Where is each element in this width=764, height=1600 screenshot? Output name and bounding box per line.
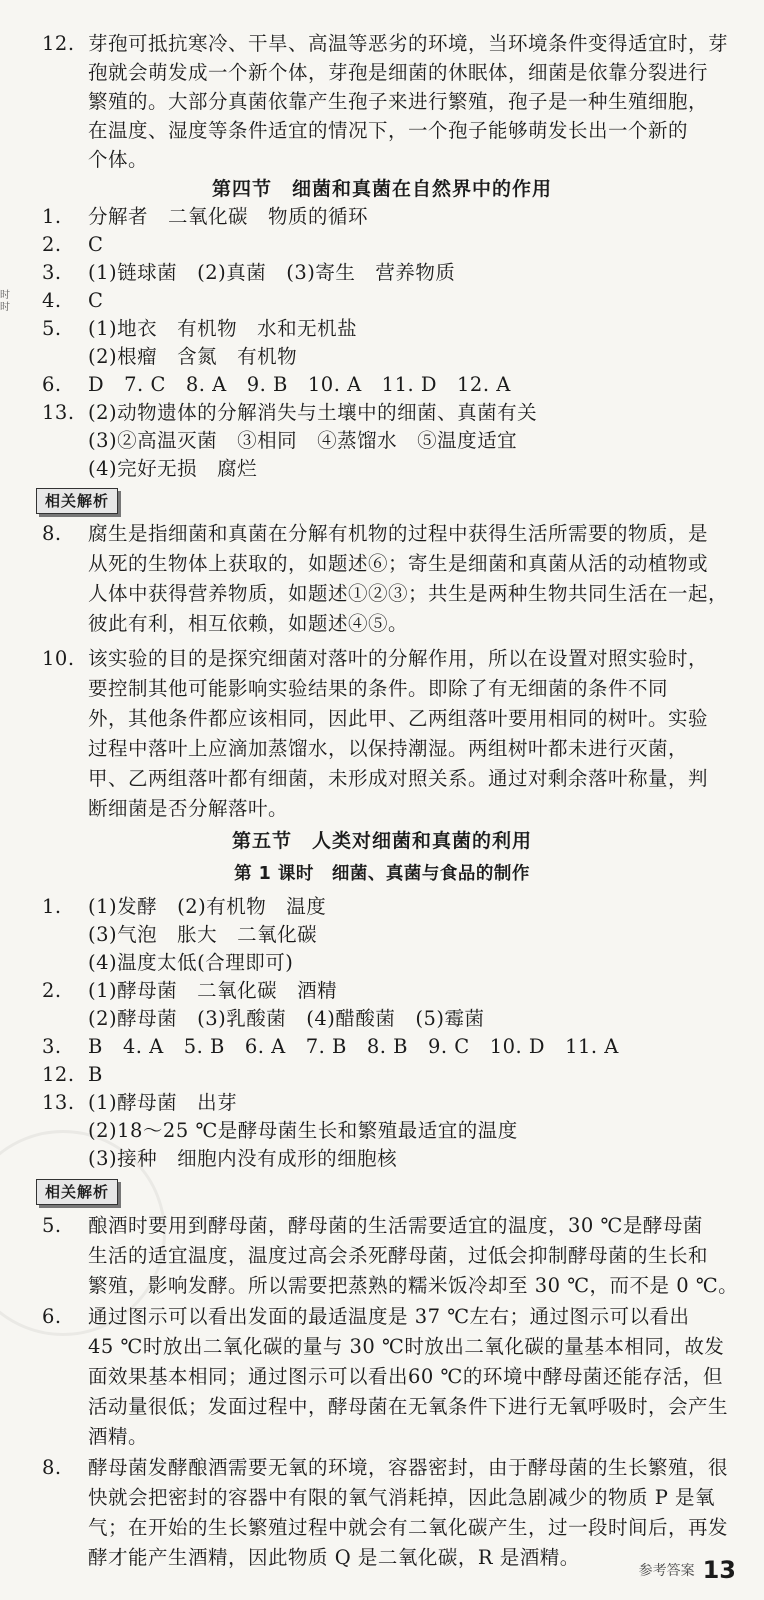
- answer-line: (2)18～25 ℃是酵母菌生长和繁殖最适宜的温度: [88, 1119, 518, 1142]
- explanation-line: 8. 腐生是指细菌和真菌在分解有机物的过程中获得生活所需要的物质，是: [42, 522, 709, 545]
- explanation-line: 要控制其他可能影响实验结果的条件。即除了有无细菌的条件不同: [88, 677, 669, 700]
- explanation-line: 快就会把密封的容器中有限的氧气消耗掉，因此急剧减少的物质 P 是氧: [88, 1486, 716, 1509]
- answer-line: (2)根瘤 含氮 有机物: [88, 345, 298, 368]
- item-12-line: 个体。: [88, 148, 149, 171]
- explanation-line: 8. 酵母菌发酵酿酒需要无氧的环境，容器密封，由于酵母菌的生长繁殖，很: [42, 1456, 729, 1479]
- answer-line: 2. C: [42, 233, 104, 256]
- answer-line: 5. (1)地衣 有机物 水和无机盐: [42, 317, 358, 340]
- page-number: 13: [702, 1556, 736, 1584]
- explanation-line: 彼此有利，相互依赖，如题述④⑤。: [88, 612, 409, 635]
- item-12-line: 孢就会萌发成一个新个体，芽孢是细菌的休眠体，细菌是依靠分裂进行: [88, 61, 709, 84]
- explanation-line: 甲、乙两组落叶都有细菌，未形成对照关系。通过对剩余落叶称量，判: [88, 767, 709, 790]
- explanation-line: 活动量很低；发面过程中，酵母菌在无氧条件下进行无氧呼吸时，会产生: [88, 1395, 729, 1418]
- page-footer: [639, 1556, 736, 1584]
- explanation-line: 过程中落叶上应滴加蒸馏水，以保持潮湿。两组树叶都未进行灭菌，: [88, 737, 689, 760]
- answer-line: 4. C: [42, 289, 104, 312]
- answer-line: 13. (1)酵母菌 出芽: [42, 1091, 238, 1114]
- answer-line: (3)气泡 胀大 二氧化碳: [88, 923, 318, 946]
- item-12-line: 繁殖的。大部分真菌依靠产生孢子来进行繁殖，孢子是一种生殖细胞，: [88, 90, 709, 113]
- item-12-line: 12. 芽孢可抵抗寒冷、干旱、高温等恶劣的环境，当环境条件变得适宜时，芽: [42, 32, 729, 55]
- explanation-line: 酵才能产生酒精，因此物质 Q 是二氧化碳，R 是酒精。: [88, 1546, 580, 1569]
- explanation-line: 断细菌是否分解落叶。: [88, 797, 289, 820]
- answer-line: (4)完好无损 腐烂: [88, 457, 258, 480]
- analysis-tag: 相关解析: [36, 1179, 118, 1205]
- explanation-line: 外，其他条件都应该相同，因此甲、乙两组落叶要用相同的树叶。实验: [88, 707, 709, 730]
- explanation-line: 45 ℃时放出二氧化碳的量与 30 ℃时放出二氧化碳的量基本相同，故发: [88, 1335, 725, 1358]
- explanation-line: 5. 酿酒时要用到酵母菌，酵母菌的生活需要适宜的温度，30 ℃是酵母菌: [42, 1214, 703, 1237]
- answer-line: 12. B: [42, 1063, 103, 1086]
- explanation-line: 人体中获得营养物质，如题述①②③；共生是两种生物共同生活在一起，: [88, 582, 729, 605]
- answer-line: 1. 分解者 二氧化碳 物质的循环: [42, 205, 369, 228]
- item-12-line: 在温度、湿度等条件适宜的情况下，一个孢子能够萌发长出一个新的: [88, 119, 689, 142]
- answer-line: 13. (2)动物遗体的分解消失与土壤中的细菌、真菌有关: [42, 401, 538, 424]
- answer-line: 2. (1)酵母菌 二氧化碳 酒精: [42, 979, 338, 1002]
- answer-line: 6. D 7. C 8. A 9. B 10. A 11. D 12. A: [42, 373, 511, 396]
- explanation-line: 酒精。: [88, 1425, 149, 1448]
- analysis-tag: 相关解析: [36, 488, 118, 514]
- answer-line: (2)酵母菌 (3)乳酸菌 (4)醋酸菌 (5)霉菌: [88, 1007, 485, 1030]
- explanation-line: 生活的适宜温度，温度过高会杀死酵母菌，过低会抑制酵母菌的生长和: [88, 1244, 709, 1267]
- explanation-line: 繁殖，影响发酵。所以需要把蒸熟的糯米饭冷却至 30 ℃，而不是 0 ℃。: [88, 1274, 739, 1297]
- explanation-line: 从死的生物体上获取的，如题述⑥；寄生是细菌和真菌从活的动植物或: [88, 552, 709, 575]
- answer-line: 3. B 4. A 5. B 6. A 7. B 8. B 9. C 10. D 11. A: [42, 1035, 619, 1058]
- margin-note: 时 时: [0, 290, 10, 313]
- answer-line: (3)接种 细胞内没有成形的细胞核: [88, 1147, 398, 1170]
- explanation-line: 10. 该实验的目的是探究细菌对落叶的分解作用，所以在设置对照实验时，: [42, 647, 709, 670]
- explanation-line: 气；在开始的生长繁殖过程中就会有二氧化碳产生，过一段时间后，再发: [88, 1516, 729, 1539]
- footer-label: 参考答案: [638, 1563, 695, 1579]
- answer-line: 1. (1)发酵 (2)有机物 温度: [42, 895, 327, 918]
- answer-line: (3)②高温灭菌 ③相同 ④蒸馏水 ⑤温度适宜: [88, 429, 518, 452]
- answer-line: (4)温度太低(合理即可): [88, 951, 294, 974]
- section-5-title: 第五节 人类对细菌和真菌的利用: [231, 830, 532, 852]
- answer-line: 3. (1)链球菌 (2)真菌 (3)寄生 营养物质: [42, 261, 456, 284]
- section-4-title: 第四节 细菌和真菌在自然界中的作用: [211, 178, 552, 200]
- explanation-line: 6. 通过图示可以看出发面的最适温度是 37 ℃左右；通过图示可以看出: [42, 1305, 690, 1328]
- lesson-1-title: 第 1 课时 细菌、真菌与食品的制作: [234, 864, 530, 884]
- explanation-line: 面效果基本相同；通过图示可以看出60 ℃的环境中酵母菌还能存活，但: [88, 1365, 723, 1388]
